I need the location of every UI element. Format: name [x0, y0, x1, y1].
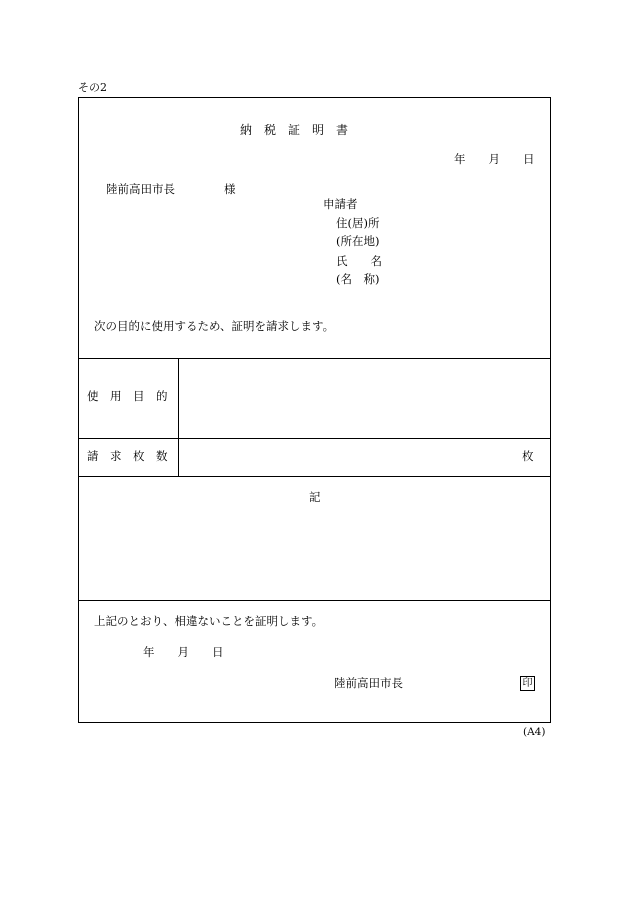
purpose-field[interactable] — [180, 359, 549, 436]
applicant-name-sub-label: (名 称) — [336, 272, 380, 286]
seal-mark: 印 — [520, 676, 535, 691]
addressee-honorific: 様 — [224, 182, 236, 196]
record-heading: 記 — [309, 490, 321, 504]
purpose-label: 使 用 目 的 — [87, 389, 168, 403]
label-divider — [178, 358, 179, 476]
copies-label: 請 求 枚 数 — [87, 449, 168, 463]
date-top: 年 月 日 — [454, 152, 535, 166]
divider — [79, 476, 550, 477]
applicant-address-sub-label: (所在地) — [336, 234, 380, 248]
issuer-name: 陸前高田市長 — [334, 676, 403, 690]
applicant-heading: 申請者 — [323, 197, 358, 211]
divider — [79, 600, 550, 601]
applicant-address-label: 住(居)所 — [336, 216, 380, 230]
date-bottom: 年 月 日 — [143, 645, 224, 659]
request-text: 次の目的に使用するため、証明を請求します。 — [94, 319, 335, 333]
applicant-name-label: 氏 名 — [336, 254, 382, 268]
copies-field[interactable] — [180, 439, 518, 475]
addressee-name: 陸前高田市長 — [106, 182, 175, 196]
copies-unit: 枚 — [522, 449, 534, 463]
certify-text: 上記のとおり、相違ないことを証明します。 — [94, 614, 324, 628]
paper-size: (A4) — [523, 726, 546, 738]
document-title: 納 税 証 明 書 — [240, 123, 349, 137]
form-number: その2 — [78, 81, 107, 94]
